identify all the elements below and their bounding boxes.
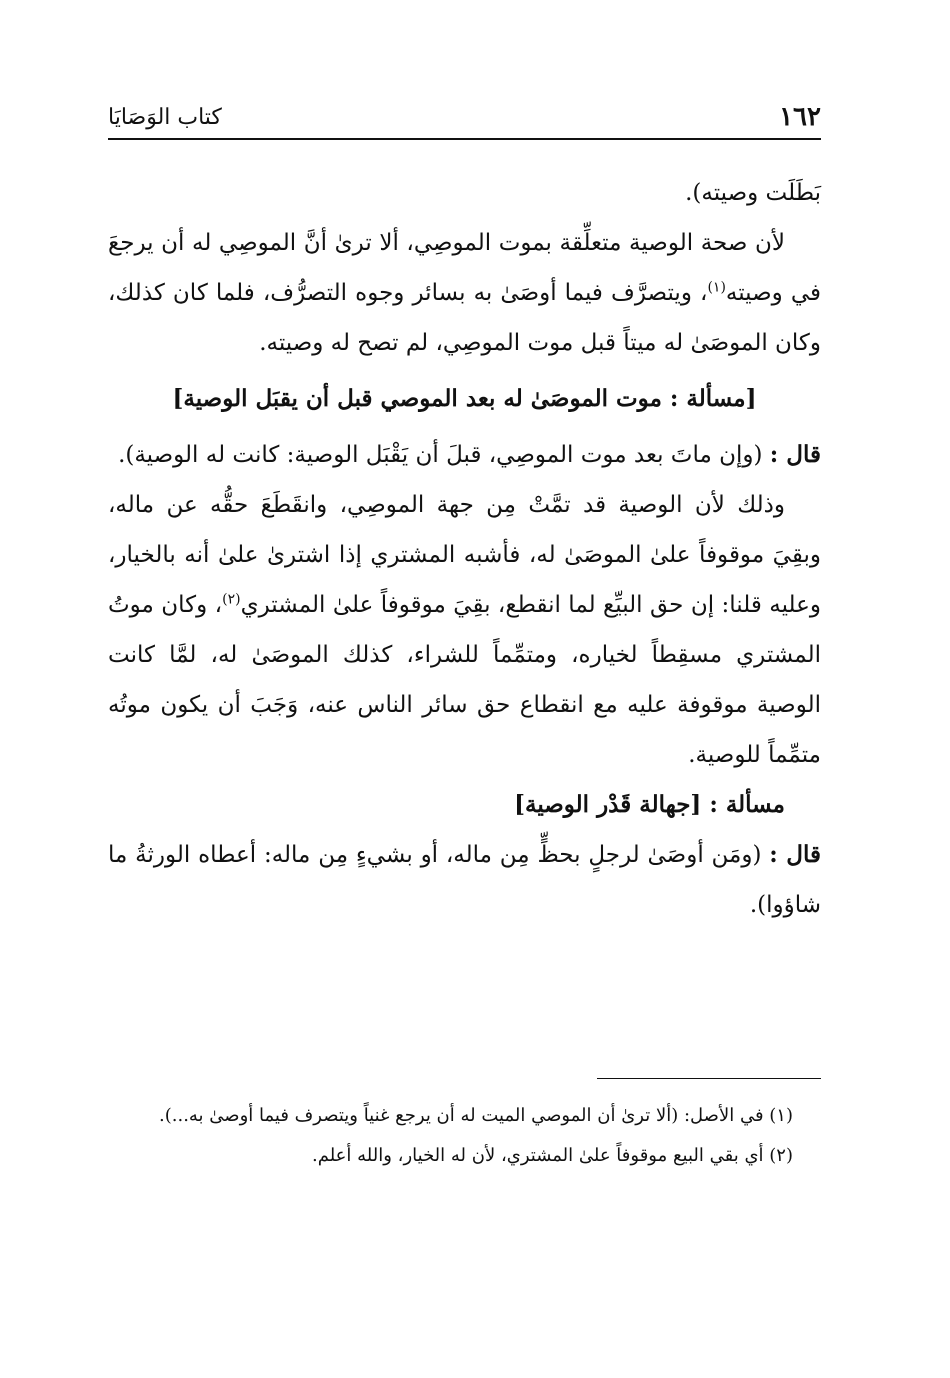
paragraph-5-text: (ومَن أوصَىٰ لرجلٍ بحظٍّ مِن ماله، أو بشيءٍ مِن ماله: أعطاه الورثةُ ما شاؤوا).	[108, 842, 821, 918]
qala-label-2: قال :	[769, 841, 821, 868]
paragraph-3-text: (وإن ماتَ بعد موت الموصِي، قبلَ أن يَقْبَل الوصية: كانت له الوصية).	[118, 442, 770, 468]
section-heading-2: مسألة : [جهالة قَدْر الوصية]	[514, 791, 785, 818]
footnote-ref-1: (١)	[707, 279, 726, 296]
paragraph-4	[108, 480, 821, 780]
main-text	[108, 168, 821, 930]
footnotes	[108, 1096, 821, 1176]
paragraph-3	[108, 430, 821, 480]
footnote-rule	[597, 1078, 821, 1079]
footnote-1: (١) في الأصل: (ألا ترىٰ أن الموصي الميت له أن يرجع غنياً ويتصرف فيما أوصىٰ به...).	[159, 1105, 793, 1126]
paragraph-2	[108, 218, 821, 368]
paragraph-4-part-b: ، وكان موتُ المشتري مسقِطاً لخياره، ومتمِّماً للشراء، كذلك الموصَىٰ له، لمَّا كانت الوصية موقوفة عليه مع انقطاع حق سائر الناس عنه، وَجَبَ أن يكون موتُه متمِّماً للوصية.	[108, 592, 821, 768]
page-number: ١٦٢	[779, 102, 821, 132]
paragraph-4-part-a: وذلك لأن الوصية قد تمَّتْ مِن جهة الموصِي، وانقَطَعَ حقُّه عن ماله، وبقِيَ موقوفاً علىٰ الموصَىٰ له، فأشبه المشتري إذا اشترىٰ علىٰ أنه بالخيار، وعليه قلنا: إن حق البيِّع لما انقطع، بقِيَ موقوفاً علىٰ المشتري	[108, 492, 821, 618]
footnote-2: (٢) أي بقي البيع موقوفاً علىٰ المشتري، لأن له الخيار، والله أعلم.	[312, 1145, 793, 1166]
paragraph-2-part-a: لأن صحة الوصية متعلِّقة بموت الموصِي، ألا ترىٰ أنَّ الموصِي له أن يرجعَ في وصيته	[108, 230, 821, 306]
chapter-title: كتاب الوَصَايَا	[108, 104, 222, 130]
section-heading-1: [مسألة : موت الموصَىٰ له بعد الموصي قبل أن يقبَل الوصية]	[172, 385, 757, 412]
footnote-ref-2: (٢)	[222, 591, 241, 608]
paragraph-1: بَطَلَت وصيته).	[685, 180, 821, 206]
qala-label-1: قال :	[769, 441, 821, 468]
running-head	[108, 100, 821, 134]
paragraph-2-part-b: ، ويتصرَّف فيما أوصَىٰ به بسائر وجوه التصرُّف، فلما كان كذلك، وكان الموصَىٰ له ميتاً قبل موت الموصِي، لم تصح له وصيته.	[108, 280, 821, 356]
header-rule	[108, 138, 821, 140]
paragraph-5	[108, 830, 821, 930]
